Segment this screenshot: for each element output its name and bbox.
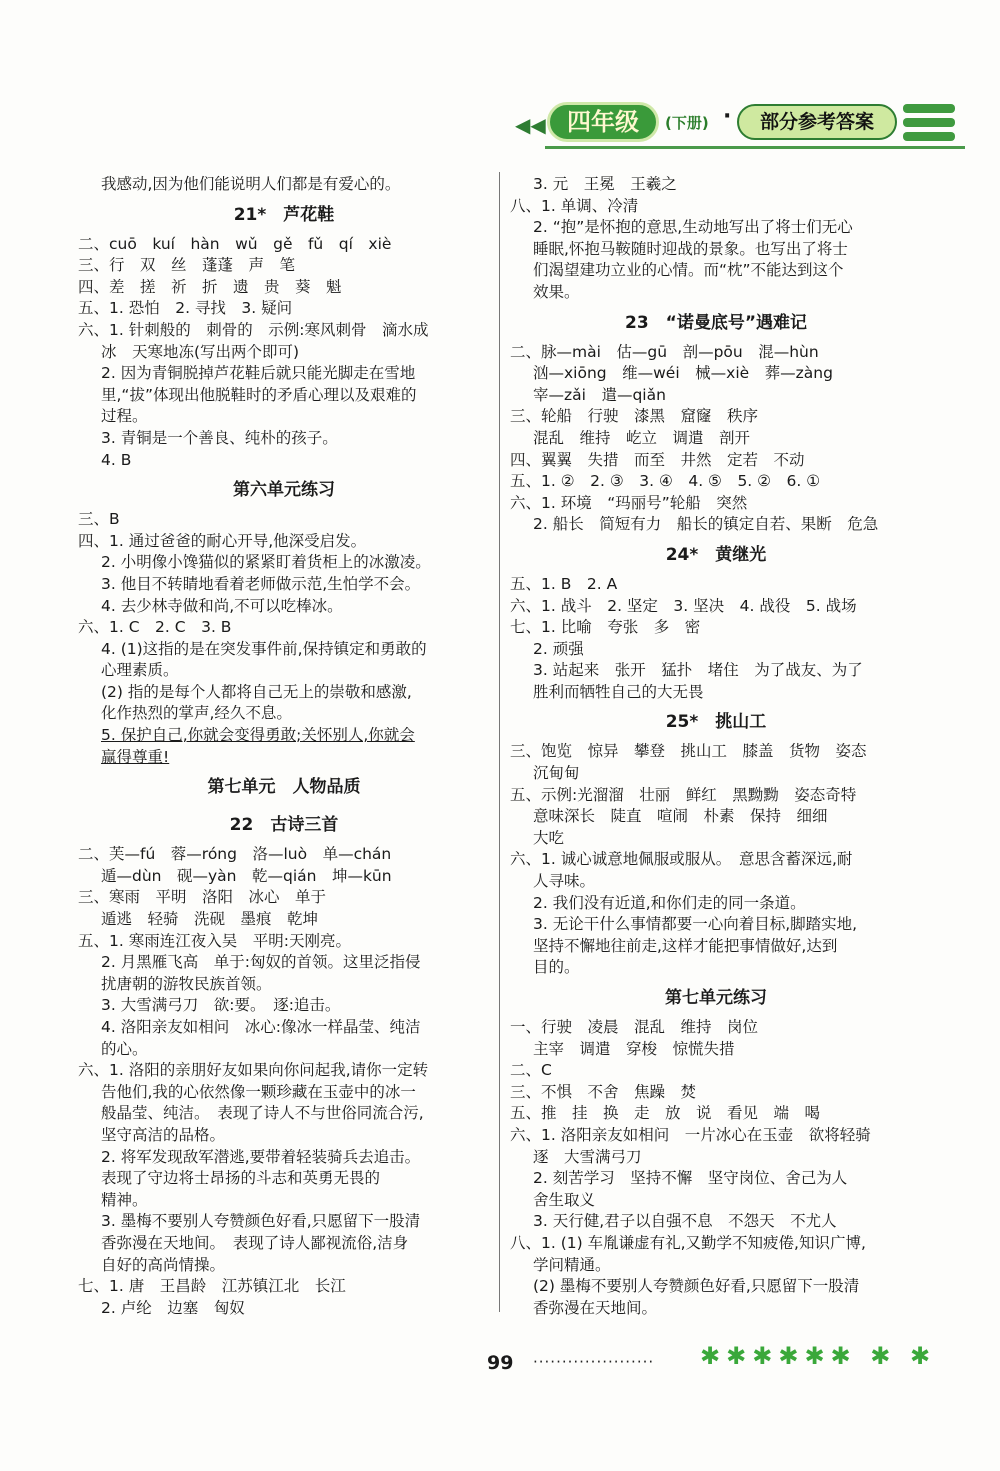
answer-line: 意味深长 陡直 喧闹 朴素 保持 细细 xyxy=(533,807,828,826)
answer-line: 七、1. 唐 王昌龄 江苏镇江北 长江 xyxy=(78,1277,346,1296)
answer-line: 3. 站起来 张开 猛扑 堵住 为了战友、为了 xyxy=(533,661,863,680)
footer-dotted-rule: ····················· xyxy=(533,1353,655,1371)
answer-line: 四、差 搓 祈 折 遗 贵 葵 魁 xyxy=(78,277,342,296)
answer-line: 六、1. 洛阳亲友如相问 一片冰心在玉壶 欲将轻骑 xyxy=(510,1125,871,1144)
section-title: 部分参考答案 xyxy=(737,104,897,140)
answer-line: 2. 卢纶 边塞 匈奴 xyxy=(101,1298,245,1317)
answer-line: 2. 小明像小馋猫似的紧紧盯着货柜上的冰激凌。 xyxy=(101,553,431,572)
answer-line: 一、行驶 凌晨 混乱 维持 岗位 xyxy=(510,1018,759,1036)
page-header xyxy=(515,100,960,150)
answer-line: 4. 洛阳亲友如相问 冰心:像冰一样晶莹、纯洁 xyxy=(101,1018,421,1036)
left-column xyxy=(78,174,490,1319)
answer-line: 告他们,我的心依然像一颗珍藏在玉壶中的冰一 xyxy=(101,1082,416,1101)
answer-line: 3. 他目不转睛地看着老师做示范,生怕学不会。 xyxy=(101,574,421,593)
section-heading: 23 “诺曼底号”遇难记 xyxy=(624,312,807,333)
answer-line: 宰—zǎi 遣—qiǎn xyxy=(533,385,666,404)
answer-line: 2. 顽强 xyxy=(533,639,584,658)
grade-badge: 四年级 xyxy=(547,102,659,142)
answer-line: 五、1. 寒雨连江夜入吴 平明:天刚亮。 xyxy=(78,931,351,950)
section-heading: 22 古诗三首 xyxy=(229,815,339,836)
answer-line: 学问精通。 xyxy=(533,1255,611,1274)
answer-line: 五、推 挂 换 走 放 说 看见 端 喝 xyxy=(510,1104,821,1123)
answer-line: 目的。 xyxy=(533,958,580,977)
answer-line: 沉甸甸 xyxy=(533,764,580,783)
answer-line: 三、不惧 不舍 焦躁 焚 xyxy=(510,1082,697,1101)
answer-line: 香弥漫在天地间。 表现了诗人鄙视流俗,洁身 xyxy=(101,1233,409,1252)
answer-line: 遁—dùn 砚—yàn 乾—qián 坤—kūn xyxy=(101,866,392,885)
answer-line: 4. 去少林寺做和尚,不可以吃棒冰。 xyxy=(101,596,343,615)
answer-line: 表现了守边将士昂扬的斗志和英勇无畏的 xyxy=(101,1169,381,1188)
answer-line: 3. 大雪满弓刀 欲:要。 逐:追击。 xyxy=(101,996,341,1015)
answer-line: 三、轮船 行驶 漆黑 窟窿 秩序 xyxy=(510,407,759,426)
answer-line: 八、1. (1) 车胤谦虚有礼,又勤学不知疲倦,知识广博, xyxy=(510,1233,866,1252)
answer-line: 自好的高尚情操。 xyxy=(101,1255,226,1274)
answer-line: 六、1. 洛阳的亲朋好友如果向你问起我,请你一定转 xyxy=(78,1061,429,1080)
section-heading: 21* 芦花鞋 xyxy=(233,204,335,225)
answer-line: 七、1. 比喻 夸张 多 密 xyxy=(510,618,701,637)
answer-line: 混乱 维持 屹立 调遣 剖开 xyxy=(533,428,751,447)
answer-line: 二、cuō kuí hàn wǔ gě fǔ qí xiè xyxy=(78,234,392,253)
answer-line: 四、翼翼 失措 而至 井然 定若 不动 xyxy=(510,450,805,469)
answer-line: 精神。 xyxy=(101,1190,148,1209)
answer-line: 化作热烈的掌声,经久不息。 xyxy=(101,704,292,723)
answer-line: 主宰 调遣 穿梭 惊慌失措 xyxy=(533,1039,735,1058)
answer-line: 三、B xyxy=(78,510,120,529)
answer-line: 4. (1)这指的是在突发事件前,保持镇定和勇敢的 xyxy=(101,639,427,658)
page-number: 99 xyxy=(487,1352,514,1374)
answer-line: 3. 天行健,君子以自强不息 不怨天 不尤人 xyxy=(533,1212,837,1231)
section-heading: 第六单元练习 xyxy=(233,480,335,501)
answer-line: 2. “抱”是怀抱的意思,生动地写出了将士们无心 xyxy=(533,218,853,237)
answer-line: 2. 因为青铜脱掉芦花鞋后就只能光脚走在雪地 xyxy=(101,364,416,383)
separator-dot: · xyxy=(723,104,732,129)
answer-line: 胜利而牺牲自己的大无畏 xyxy=(533,682,704,701)
section-heading: 第七单元练习 xyxy=(665,988,767,1008)
answer-line: 人寻味。 xyxy=(533,872,596,891)
answer-line: 般晶莹、纯洁。 表现了诗人不与世俗同流合污, xyxy=(101,1104,424,1123)
answer-line: 六、1. 战斗 2. 坚定 3. 坚决 4. 战役 5. 战场 xyxy=(510,596,857,615)
answer-line: 赢得尊重! xyxy=(101,747,170,766)
answer-line: 五、示例:光溜溜 壮丽 鲜红 黑黝黝 姿态奇特 xyxy=(510,785,857,804)
answer-line: 的心。 xyxy=(101,1039,148,1058)
answer-line: 3. 墨梅不要别人夸赞颜色好看,只愿留下一股清 xyxy=(101,1212,421,1231)
answer-line: 三、寒雨 平明 洛阳 冰心 单于 xyxy=(78,888,327,907)
answer-line: 遁逃 轻骑 洗砚 墨痕 乾坤 xyxy=(101,910,319,929)
answer-line: 我感动,因为他们能说明人们都是有爱心的。 xyxy=(101,175,401,193)
answer-line: 六、1. C 2. C 3. B xyxy=(78,618,232,637)
answer-line: (2) 墨梅不要别人夸赞颜色好看,只愿留下一股清 xyxy=(533,1277,860,1296)
answer-line: 五、1. 恐怕 2. 寻找 3. 疑问 xyxy=(78,299,293,318)
answer-line: 逐 大雪满弓刀 xyxy=(533,1147,642,1166)
answer-line: 们渴望建功立业的心情。而“枕”不能达到这个 xyxy=(533,261,844,280)
answer-line: 二、C xyxy=(510,1061,552,1080)
answer-line: 三、饱览 惊异 攀登 挑山工 膝盖 货物 姿态 xyxy=(510,742,867,761)
answer-line: 坚持不懈地往前走,这样才能把事情做好,达到 xyxy=(533,936,838,955)
answer-line: 五、1. B 2. A xyxy=(510,574,618,593)
answer-line: 六、1. 诚心诚意地佩服或服从。 意思含蓄深远,耐 xyxy=(510,850,853,869)
answer-line: 过程。 xyxy=(101,407,148,426)
star-decoration-icon: ✱✱✱✱✱✱ ✱ ✱ xyxy=(700,1342,937,1370)
answer-line: 4. B xyxy=(101,450,132,469)
answer-line: 3. 元 王冕 王羲之 xyxy=(533,175,677,193)
answer-line: 扰唐朝的游牧民族首领。 xyxy=(101,974,272,993)
column-divider xyxy=(499,172,500,1312)
answer-line: 3. 青铜是一个善良、纯朴的孩子。 xyxy=(101,428,338,447)
answer-line: 2. 月黑雁飞高 单于:匈奴的首领。这里泛指侵 xyxy=(101,953,421,972)
answer-line: 二、脉—mài 估—gū 剖—pōu 混—hùn xyxy=(510,342,819,361)
answer-line: 六、1. 针刺般的 刺骨的 示例:寒风刺骨 滴水成 xyxy=(78,320,429,339)
answer-line: 二、芙—fú 蓉—róng 洛—luò 单—chán xyxy=(78,845,392,864)
answer-line: 效果。 xyxy=(533,282,580,301)
answer-line: 五、1. ② 2. ③ 3. ④ 4. ⑤ 5. ② 6. ① xyxy=(510,472,821,491)
section-heading: 第七单元 人物品质 xyxy=(207,777,361,798)
section-heading: 25* 挑山工 xyxy=(665,712,767,733)
right-column xyxy=(510,174,922,1319)
answer-line: 舍生取义 xyxy=(533,1190,596,1209)
answer-line: 心理素质。 xyxy=(101,661,179,680)
answer-line: 冰 天寒地冻(写出两个即可) xyxy=(101,342,300,361)
answer-line: 2. 我们没有近道,和你们走的同一条道。 xyxy=(533,893,806,912)
answer-line: 六、1. 环境 “玛丽号”轮船 突然 xyxy=(510,493,748,512)
answer-line: 里,“拔”体现出他脱鞋时的矛盾心理以及艰难的 xyxy=(101,385,417,404)
answer-line: (2) 指的是每个人都将自己无上的崇敬和感激, xyxy=(101,682,412,701)
answer-line: 四、1. 通过爸爸的耐心开导,他深受启发。 xyxy=(78,531,367,550)
answer-line: 2. 船长 简短有力 船长的镇定自若、果断 危急 xyxy=(533,515,879,534)
answer-line: 三、行 双 丝 蓬蓬 声 笔 xyxy=(78,256,296,275)
header-rule xyxy=(545,146,965,149)
answer-line: 坚守高洁的品格。 xyxy=(101,1125,226,1144)
answer-line: 八、1. 单调、冷清 xyxy=(510,196,639,215)
answer-line: 2. 刻苦学习 坚持不懈 坚守岗位、舍己为人 xyxy=(533,1169,848,1188)
answer-line: 大吃 xyxy=(533,828,565,847)
double-arrow-icon: ◀◀ xyxy=(515,113,546,137)
section-heading: 24* 黄继光 xyxy=(665,544,767,565)
answer-line: 5. 保护自己,你就会变得勇敢;关怀别人,你就会 xyxy=(101,726,415,745)
answer-line: 3. 无论干什么事情都要一心向着目标,脚踏实地, xyxy=(533,915,858,934)
answer-line: 香弥漫在天地间。 xyxy=(533,1298,658,1317)
answer-line: 汹—xiōng 维—wéi 械—xiè 葬—zàng xyxy=(533,364,833,383)
answer-line: 睡眠,怀抱马鞍随时迎战的景象。也写出了将士 xyxy=(533,239,848,258)
volume-label: (下册) xyxy=(665,114,709,132)
book-stack-icon xyxy=(903,100,955,144)
answer-line: 2. 将军发现敌军潜逃,要带着轻装骑兵去追击。 xyxy=(101,1147,421,1166)
